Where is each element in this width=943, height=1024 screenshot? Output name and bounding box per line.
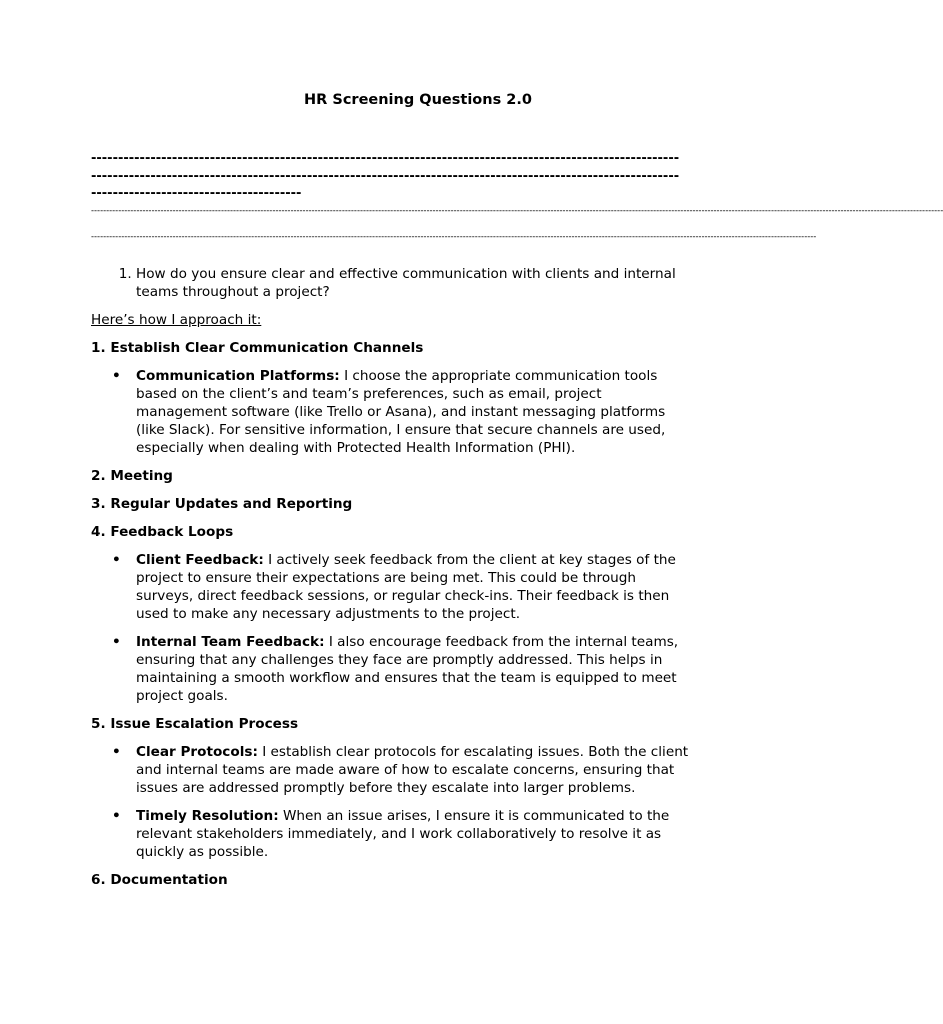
bullet-icon: • [112,634,121,650]
bullet-lead: Internal Team Feedback: [136,634,325,650]
bullet-lead: Communication Platforms: [136,368,340,384]
bullet-lead: Timely Resolution: [136,808,279,824]
bullet-text: I actively seek feedback from the client at key stages of the project to ensure their expectations are being met. This could be through surveys, direct feedback sessions, or regular check-ins. Their feedback is then used to make any necessary adjustments to the project. [136,552,676,622]
separator-thin-1: ------------------------------------------------------------------------------------------------------------------------------------------------------------------------------------------------------------------------------------------------------------------------------------------ [91,205,943,215]
question-text: How do you ensure clear and effective communication with clients and internal teams throughout a project? [136,266,676,300]
question-item [136,265,691,301]
separator-bold: ----------------------------------------------------------------------------------------------------------------------------------------------------------------------------------------------------------------------------------------------------------------- [91,151,680,201]
bullet-text: I establish clear protocols for escalating issues. Both the client and internal teams are made aware of how to escalate concerns, ensuring that issues are addressed promptly before they escalate into larger problems. [136,744,689,796]
bullet-icon: • [112,368,121,384]
bullet-icon: • [112,744,121,760]
section-heading: 6. Documentation [91,872,228,888]
bullet-lead: Clear Protocols: [136,744,258,760]
bullet-icon: • [112,808,121,824]
bullet-list [91,743,691,861]
question-list [91,265,691,301]
bullet-item [91,633,691,705]
section-heading: 2. Meeting [91,468,173,484]
approach-intro: Here’s how I approach it: [91,312,262,328]
bullet-lead: Client Feedback: [136,552,264,568]
document-title: HR Screening Questions 2.0 [304,92,532,108]
bullet-item [91,367,691,457]
section-heading: 4. Feedback Loops [91,524,234,540]
bullet-text: When an issue arises, I ensure it is communicated to the relevant stakeholders immediately, and I work collaboratively to resolve it as quickly as possible. [136,808,670,860]
bullet-list [91,551,691,705]
bullet-icon: • [112,552,121,568]
section-heading: 3. Regular Updates and Reporting [91,496,353,512]
section-heading: 1. Establish Clear Communication Channels [91,340,424,356]
bullet-list [91,367,691,457]
bullet-item [91,743,691,797]
bullet-item [91,551,691,623]
separator-thin-2: ------------------------------------------------------------------------------------------------------------------------------------------------------------------------------------------------------------------------------------------------ [91,231,817,241]
document-body [91,265,691,899]
bullet-text: I choose the appropriate communication tools based on the client’s and team’s preferences, such as email, project management software (like Trello or Asana), and instant messaging platforms (like Slack). For sensitive information, I ensure that secure channels are used, especially when dealing with Protected Health Information (PHI). [136,368,666,456]
bullet-item [91,807,691,861]
section-heading: 5. Issue Escalation Process [91,716,299,732]
bullet-text: I also encourage feedback from the internal teams, ensuring that any challenges they face are promptly addressed. This helps in maintaining a smooth workflow and ensures that the team is equipped to meet project goals. [136,634,679,704]
